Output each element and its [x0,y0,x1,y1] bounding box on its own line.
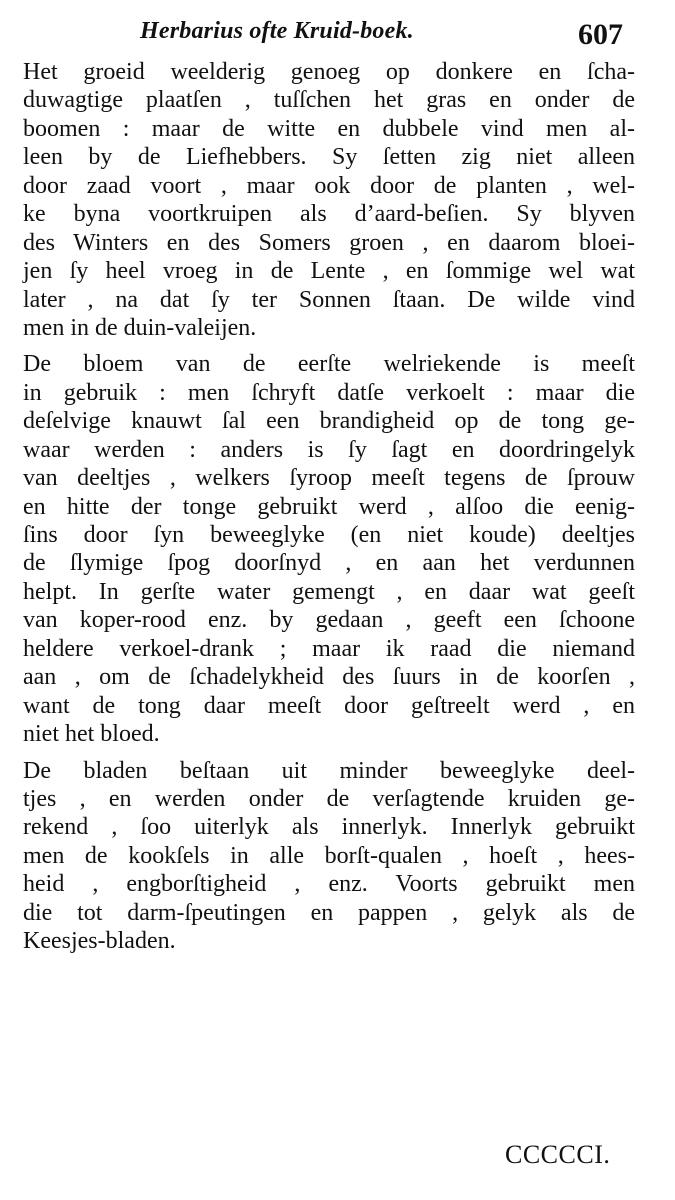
text-line: jen ſy heel vroeg in de Lente , en ſommige wel wat [23,258,635,285]
text-line: ſins door ſyn beweeglyke (en niet koude) deeltjes [23,522,635,548]
paragraph-3 [23,757,635,956]
text-line: want de tong daar meeſt door geſtreelt werd , en [23,692,635,719]
text-line: tjes , en werden onder de verſagtende kruiden ge- [23,785,635,812]
text-line: van koper-rood enz. by gedaan , geeft een ſchoone [23,607,635,634]
text-line: in gebruik : men ſchryft datſe verkoelt : maar die [23,379,635,406]
text-line: men de kookſels in alle borſt-qualen , hoeſt , hees- [23,842,635,869]
text-line: aan , om de ſchadelykheid des ſuurs in de koorſen , [23,664,635,691]
text-line: leen by de Liefhebbers. Sy ſetten zig niet alleen [23,144,635,171]
text-line: De bladen beſtaan uit minder beweeglyke deel- [23,757,635,784]
body-text [23,58,635,956]
text-line: men in de duin-valeijen. [23,314,257,341]
text-line: die tot darm-ſpeutingen en pappen , gelyk als de [23,899,635,926]
text-line: rekend , ſoo uiterlyk als innerlyk. Innerlyk gebruikt [23,814,635,841]
text-line: heid , engborſtigheid , enz. Voorts gebruikt men [23,871,635,898]
text-line: Keesjes-bladen. [23,928,176,955]
text-line: later , na dat ſy ter Sonnen ſtaan. De wilde vind [23,286,635,313]
running-header-title: Herbarius ofte Kruid-boek. [140,18,414,44]
text-line: door zaad voort , maar ook door de planten , wel- [23,172,635,199]
signature-mark: CCCCCI. [505,1140,611,1169]
text-line: deſelvige knauwt ſal een brandigheid op de tong ge- [23,408,635,435]
text-line: van deeltjes , welkers ſyroop meeſt tegens de ſprouw [23,465,635,492]
text-line: en hitte der tonge gebruikt werd , alſoo die eenig- [23,493,635,520]
paragraph-gap [23,749,635,757]
text-line: waar werden : anders is ſy ſagt en doordringelyk [23,436,635,463]
text-line: De bloem van de eerſte welriekende is meeſt [23,351,635,378]
text-line: helpt. In gerſte water gemengt , en daar wat geeſt [23,578,635,605]
paragraph-2 [23,350,635,748]
text-line: niet het bloed. [23,721,160,748]
text-line: des Winters en des Somers groen , en daarom bloei- [23,229,635,256]
text-line: Het groeid weelderig genoeg op donkere en ſcha- [23,59,635,85]
paragraph-gap [23,342,635,350]
text-line: heldere verkoel-drank ; maar ik raad die niemand [23,635,635,662]
text-line: boomen : maar de witte en dubbele vind men al- [23,115,635,142]
text-line: de ſlymige ſpog doorſnyd , en aan het verdunnen [23,550,635,577]
show-through-texture [380,1020,620,1120]
text-line: duwagtige plaatſen , tuſſchen het gras en onder de [23,87,635,114]
page-number: 607 [578,18,623,51]
paragraph-1 [23,58,635,342]
text-line: ke byna voortkruipen als d’aard-beſien. Sy blyven [23,201,635,228]
